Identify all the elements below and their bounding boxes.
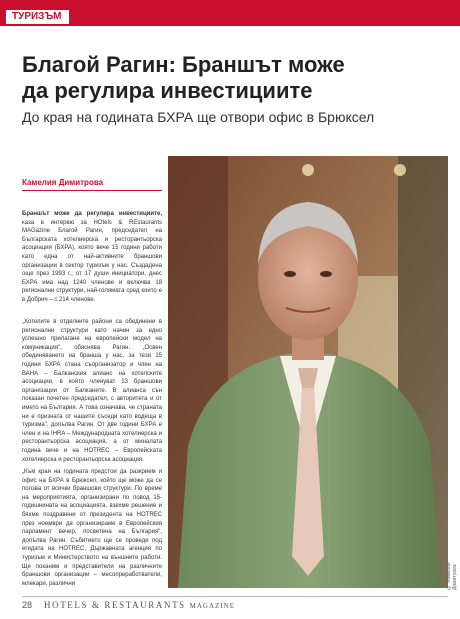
paragraph-text: „Хотелите в отделните райони са обединени в регионални структури като начин за едно успешно прилагане на европейски модел на комуникация", обяснява Рагин. „Освен обединяването на бранша у нас, за тези 15 години БХРА стана съорганизатор и член на ВАНА – Балканския алианс на хотелските асоциации, в който членуват 13 браншови организации от Балканите. В алианса сън показан почетен председател, с авторитета и от името на България. А това означава, че страната ни е призната от нашите съседи като водеща в туризма", допълва Рагин. От две години БХРА е член и на IHRA – Международната хотелиерска и ресторантьорска асоциация, а от миналата година вече и на HOTREC – Европейската хотелиерска и ресторантьорска асоциация. <box>22 319 162 463</box>
author-divider <box>22 190 162 191</box>
section-label: ТУРИЗЪМ <box>6 10 69 24</box>
section-header-bar <box>0 0 460 26</box>
article-title-line-1: Благой Рагин: Браншът може <box>22 52 345 77</box>
article-title <box>22 52 442 104</box>
article-title-line-2: да регулира инвестициите <box>22 78 313 103</box>
paragraph-text: каза в интервю за HOtels & REstaurants MAGazine Благой Рагин, председател на Българската хотелиерска и ресторантьорска асоциация (БХРА), която вече 15 години работи като една от най-активните браншови организации в сектор туризъм у нас. Създадена още през 1993 г., от 17 души инициатори, днес БХРА има над 1240 членове и включва 18 регионални структури, най-голямата сред които е в Добрич – с 214 членове. <box>22 219 162 303</box>
page-number: 28 <box>22 600 33 610</box>
paragraph-lead: Браншът може да регулира инвестициите, <box>22 211 162 217</box>
photo-credit: © Камелия Димитрова <box>446 562 458 590</box>
paragraph-text: „Към края на годината предстои да разкрием и офис на БХРА в Брюксел, който ще може да се ползва от всички браншови структури. По време на мероприятията, организирани по повод 15-годишнината на асоциацията, взехме решение и бяхме поздравени от президента на HOTREC през ноември да организираме в Европейския парламент вечер, посветена на България", допълва Рагин. Събитието ще се проведе под егидата на HOTREC, Държавната агенция по туризъм и Министерството на външните работи. Ще поканим и представители на различните браншови организации – месопреработватели, млекари, различни <box>22 469 162 587</box>
body-paragraph-2 <box>22 318 162 464</box>
author-byline: Камелия Димитрова <box>22 178 104 187</box>
footer-divider <box>22 596 448 597</box>
portrait-illustration <box>168 156 448 588</box>
portrait-photo <box>168 156 448 588</box>
article-subtitle: До края на годината БХРА ще отвори офис в Брюксел <box>22 109 375 125</box>
magazine-name <box>44 600 235 610</box>
magazine-name-main: HOTELS & RESTAURANTS <box>44 600 186 610</box>
magazine-name-suffix: MAGAZINE <box>189 602 235 610</box>
body-paragraph-3 <box>22 468 162 588</box>
body-paragraph-1 <box>22 210 162 305</box>
